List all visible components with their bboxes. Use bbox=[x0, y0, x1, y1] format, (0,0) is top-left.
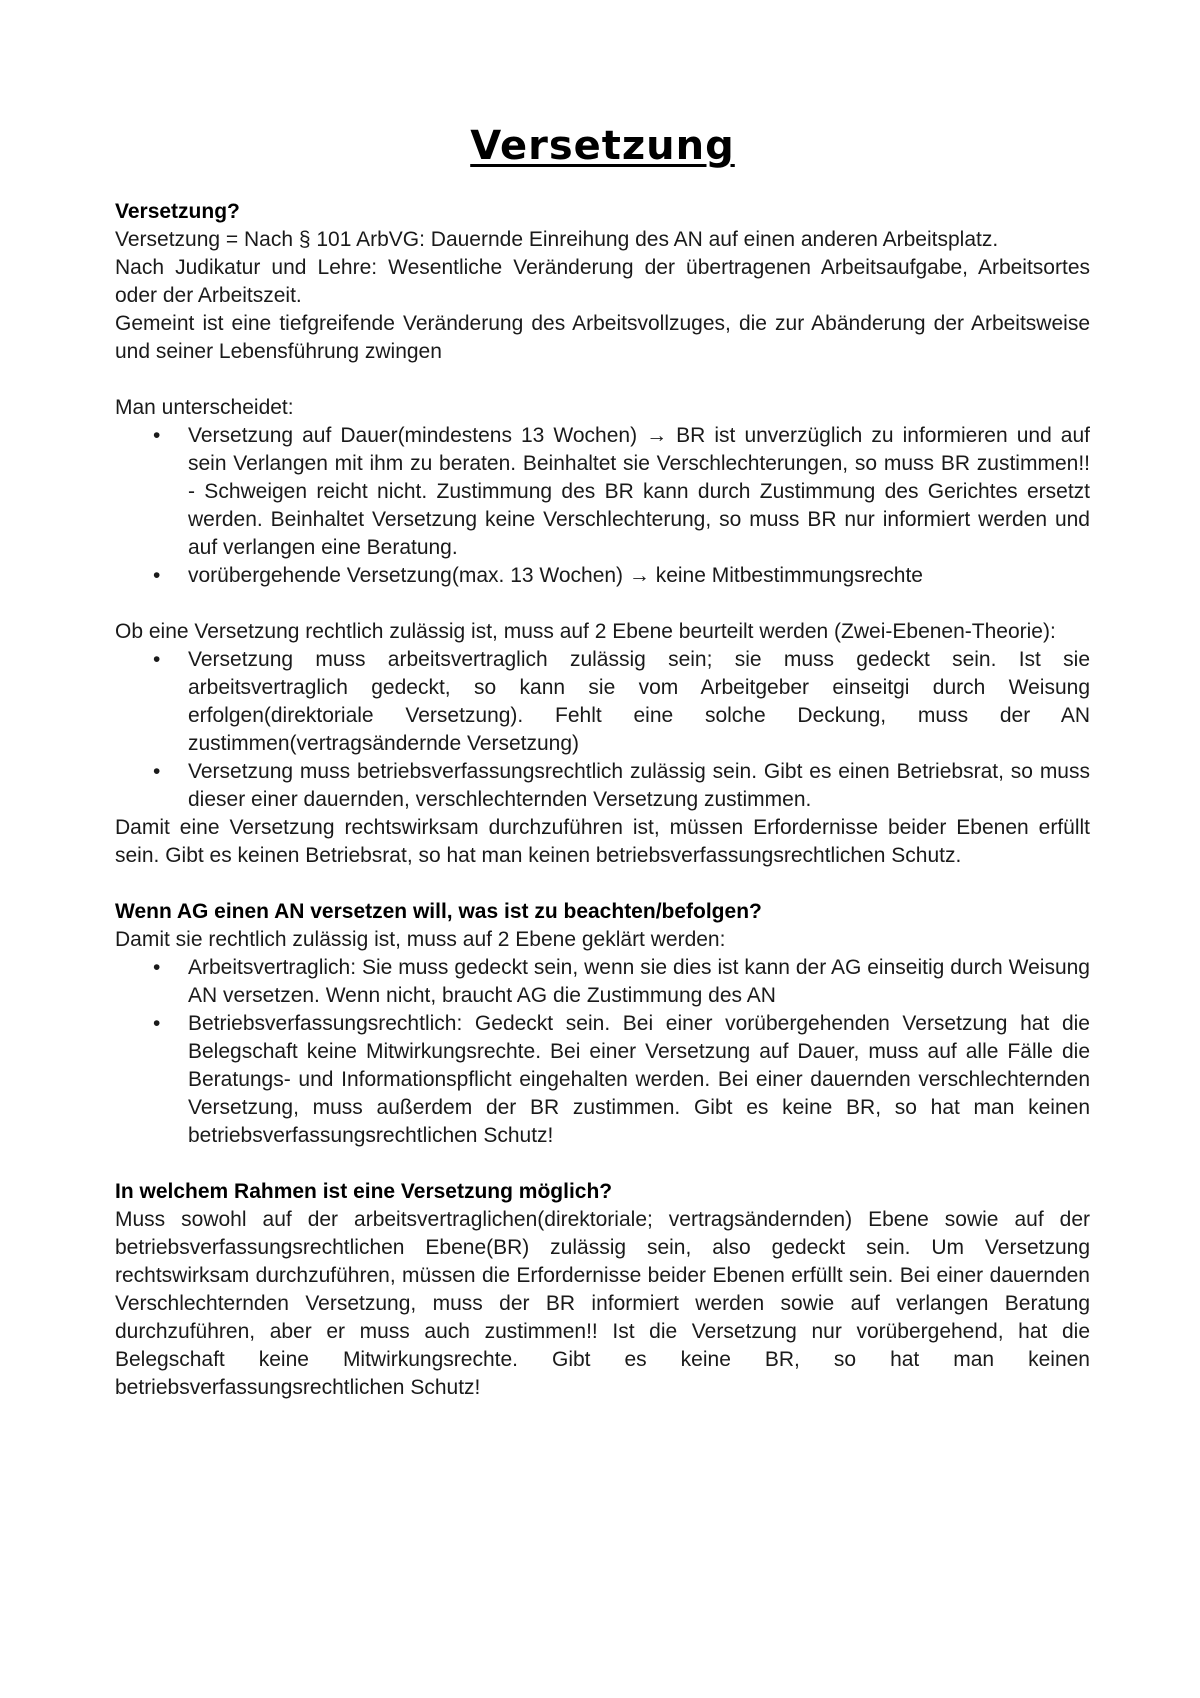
section-framework bbox=[115, 1178, 1090, 1402]
list-item: • Betriebsverfassungsrechtlich: Gedeckt sein. Bei einer vorübergehenden Versetzung hat die Belegschaft keine Mitwirkungsrechte. Bei einer Versetzung auf Dauer, muss auf alle Fälle die Beratungs- und Informationspflicht eingehalten werden. Bei einer dauernden verschlechternden Versetzung, muss außerdem der BR zustimmen. Gibt es keine BR, so hat man keinen betriebsverfassungsrechtlichen Schutz! bbox=[115, 1010, 1090, 1150]
section-definition bbox=[115, 198, 1090, 366]
paragraph: Nach Judikatur und Lehre: Wesentliche Veränderung der übertragenen Arbeitsaufgabe, Arbeitsortes oder der Arbeitszeit. bbox=[115, 256, 1090, 307]
document-page bbox=[115, 118, 1090, 1402]
paragraph: Damit eine Versetzung rechtswirksam durchzuführen ist, müssen Erfordernisse beider Ebenen erfüllt sein. Gibt es keinen Betriebsrat, so hat man keinen betriebsverfassungsrechtlichen Schutz. bbox=[115, 816, 1090, 867]
paragraph: Versetzung = Nach § 101 ArbVG: Dauernde Einreihung des AN auf einen anderen Arbeitsplatz. bbox=[115, 228, 999, 251]
spacer bbox=[115, 1150, 1090, 1178]
paragraph: Gemeint ist eine tiefgreifende Veränderung des Arbeitsvollzuges, die zur Abänderung der Arbeitsweise und seiner Lebensführung zwingen bbox=[115, 312, 1090, 363]
list-item: • vorübergehende Versetzung(max. 13 Wochen) → keine Mitbestimmungsrechte bbox=[115, 562, 1090, 590]
document-title: Versetzung bbox=[470, 123, 735, 169]
list-item: • Arbeitsvertraglich: Sie muss gedeckt sein, wenn sie dies ist kann der AG einseitig durch Weisung AN versetzen. Wenn nicht, braucht AG die Zustimmung des AN bbox=[115, 954, 1090, 1010]
bullet-list bbox=[115, 954, 1090, 1150]
list-item: • Versetzung muss betriebsverfassungsrechtlich zulässig sein. Gibt es einen Betriebsrat, so muss dieser einer dauernden, verschlechternden Versetzung zustimmen. bbox=[115, 758, 1090, 814]
section-two-level-theory bbox=[115, 618, 1090, 870]
spacer bbox=[115, 870, 1090, 898]
spacer bbox=[115, 366, 1090, 394]
paragraph: Man unterscheidet: bbox=[115, 396, 294, 419]
list-item: • Versetzung muss arbeitsvertraglich zulässig sein; sie muss gedeckt sein. Ist sie arbeitsvertraglich gedeckt, so kann sie vom Arbeitgeber einseitgi durch Weisung erfolgen(direktoriale Versetzung). Fehlt eine solche Deckung, muss der AN zustimmen(vertragsändernde Versetzung) bbox=[115, 646, 1090, 758]
list-item: • Versetzung auf Dauer(mindestens 13 Wochen) → BR ist unverzüglich zu informieren und auf sein Verlangen mit ihm zu beraten. Beinhaltet sie Verschlechterungen, so muss BR zustimmen!! - Schweigen reicht nicht. Zustimmung des BR kann durch Zustimmung des Gerichtes ersetzt werden. Beinhaltet Versetzung keine Verschlechterung, so muss BR nur informiert werden und auf verlangen eine Beratung. bbox=[115, 422, 1090, 562]
bullet-list bbox=[115, 422, 1090, 590]
section-employer-steps bbox=[115, 898, 1090, 1150]
section-heading: Wenn AG einen AN versetzen will, was ist zu beachten/befolgen? bbox=[115, 900, 762, 923]
paragraph: Muss sowohl auf der arbeitsvertraglichen(direktoriale; vertragsändernden) Ebene sowie auf der betriebsverfassungsrechtlichen Ebene(BR) zulässig sein, also gedeckt sein. Um Versetzung rechtswirksam durchzuführen, müssen die Erfordernisse beider Ebenen erfüllt sein. Bei einer dauernden Verschlechternden Versetzung, muss der BR informiert werden sowie auf verlangen Beratung durchzuführen, aber er muss auch zustimmen!! Ist die Versetzung nur vorübergehend, hat die Belegschaft keine Mitwirkungsrechte. Gibt es keine BR, so hat man keinen betriebsverfassungsrechtlichen Schutz! bbox=[115, 1208, 1090, 1399]
paragraph: Ob eine Versetzung rechtlich zulässig ist, muss auf 2 Ebene beurteilt werden (Zwei-Ebenen-Theorie): bbox=[115, 620, 1056, 643]
paragraph: Damit sie rechtlich zulässig ist, muss auf 2 Ebene geklärt werden: bbox=[115, 928, 726, 951]
section-heading: In welchem Rahmen ist eine Versetzung möglich? bbox=[115, 1180, 613, 1203]
bullet-list bbox=[115, 646, 1090, 814]
section-types bbox=[115, 394, 1090, 590]
section-heading: Versetzung? bbox=[115, 200, 240, 223]
spacer bbox=[115, 590, 1090, 618]
